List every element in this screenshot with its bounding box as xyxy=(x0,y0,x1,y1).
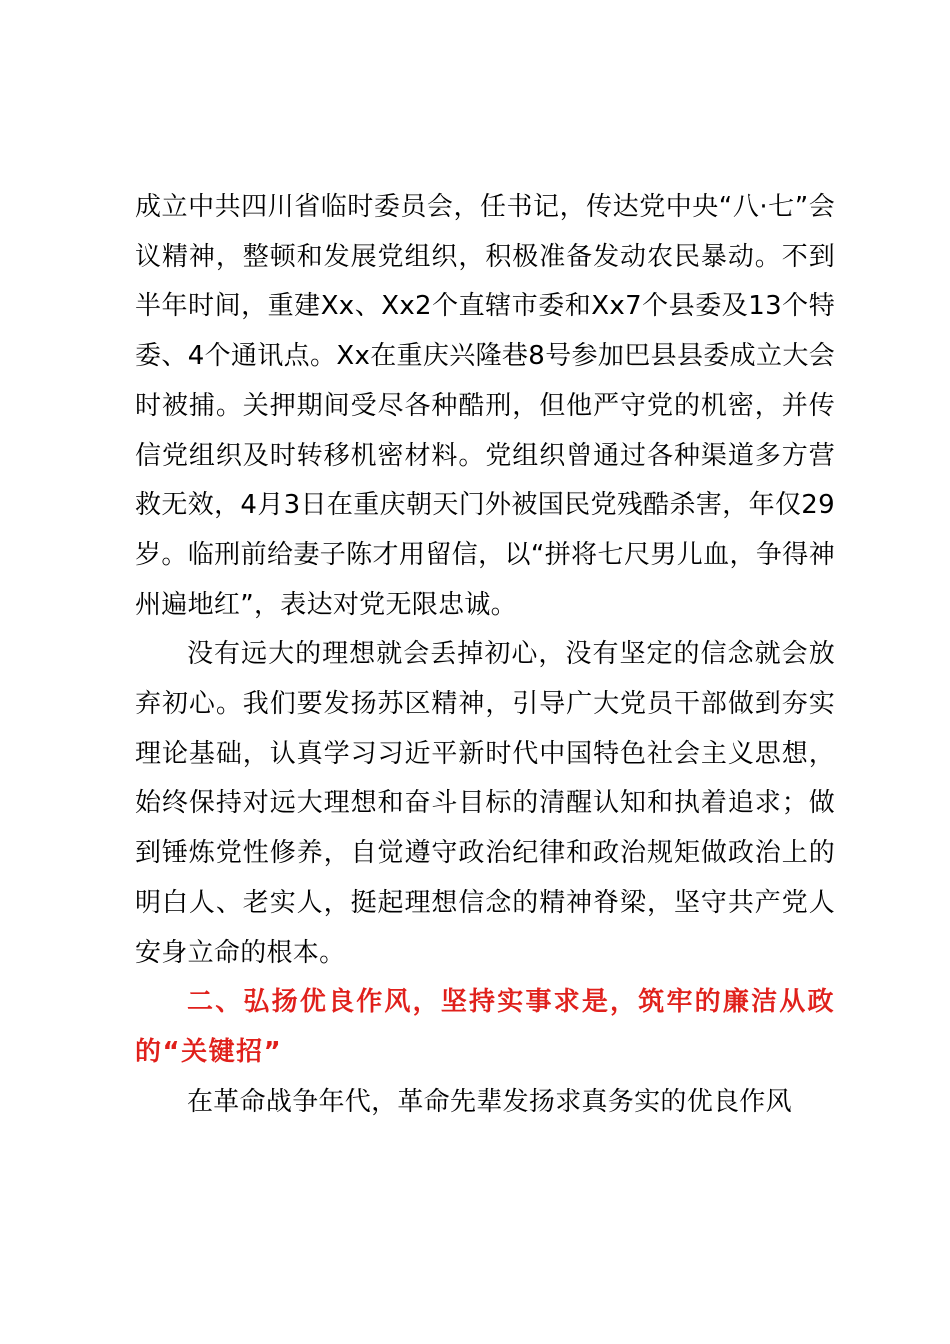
body-paragraph-3: 在革命战争年代，革命先辈发扬求真务实的优良作风 xyxy=(187,1086,792,1117)
body-paragraph-1: 成立中共四川省临时委员会，任书记，传达党中央“八·七”会议精神，整顿和发展党组织，积极准备发动农民暴动。不到半年时间，重建Xx、Xx2个直辖市委和Xx7个县委及13个特委、4个通讯点。Xx在重庆兴隆巷8号参加巴县县委成立大会时被捕。关押期间受尽各种酷刑，但他严守党的机密，并传信党组织及时转移机密材料。党组织曾通过各种渠道多方营救无效，4月3日在重庆朝天门外被国民党残酷杀害，年仅29岁。临刑前给妻子陈才用留信，以“拼将七尺男儿血，争得神州遍地红”，表达对党无限忠诚。 xyxy=(135,192,835,620)
section-heading: 二、弘扬优良作风，坚持实事求是，筑牢的廉洁从政的“关键招” xyxy=(135,987,835,1067)
body-paragraph-2: 没有远大的理想就会丢掉初心，没有坚定的信念就会放弃初心。我们要发扬苏区精神，引导广大党员干部做到夯实理论基础，认真学习习近平新时代中国特色社会主义思想，始终保持对远大理想和奋斗目标的清醒认知和执着追求；做到锤炼党性修养，自觉遵守政治纪律和政治规矩做政治上的明白人、老实人，挺起理想信念的精神脊梁，坚守共产党人安身立命的根本。 xyxy=(135,639,835,968)
document-page xyxy=(135,183,835,1127)
